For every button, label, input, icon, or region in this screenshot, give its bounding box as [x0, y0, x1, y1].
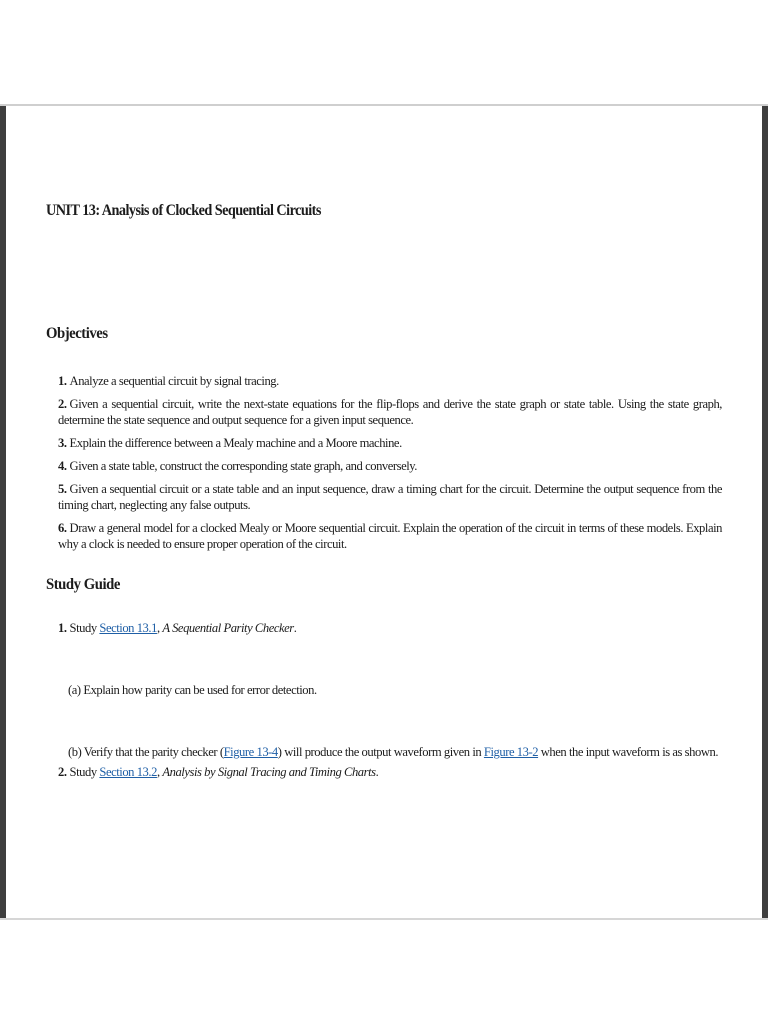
study-guide-item-1 — [58, 620, 722, 636]
objective-text: Given a sequential circuit or a state table and an input sequence, draw a timing chart for the circuit. Determine the output sequence from the timing chart, neglecting any false outputs. — [58, 482, 722, 512]
study-prefix: Study — [69, 765, 100, 779]
figure-13-2-link[interactable]: Figure 13-2 — [483, 745, 539, 759]
objective-item — [58, 373, 722, 389]
study-guide-heading: Study Guide — [46, 576, 120, 593]
period: . — [375, 765, 379, 779]
objective-number: 2. — [58, 397, 67, 411]
objective-item — [58, 396, 722, 428]
objective-number: 1. — [58, 374, 67, 388]
section-title: A Sequential Parity Checker — [162, 621, 294, 635]
objective-text: Draw a general model for a clocked Mealy or Moore sequential circuit. Explain the operation of the circuit in terms of these models. Explain why a clock is needed to ensure proper operation of the circuit. — [58, 521, 722, 551]
sub-b-middle: ) will produce the output waveform given in — [277, 745, 484, 759]
objective-item — [58, 481, 722, 513]
separator: , — [156, 621, 163, 635]
objectives-heading: Objectives — [46, 325, 108, 342]
section-title: Analysis by Signal Tracing and Timing Charts — [162, 765, 376, 779]
objective-number: 5. — [58, 482, 67, 496]
period: . — [293, 621, 297, 635]
objective-number: 6. — [58, 521, 67, 535]
objective-text: Given a state table, construct the corresponding state graph, and conversely. — [69, 459, 418, 473]
objective-number: 4. — [58, 459, 67, 473]
study-guide-sub-b — [68, 744, 722, 760]
document-viewer — [0, 104, 768, 920]
sub-b-end: when the input waveform is as shown. — [538, 745, 719, 759]
objective-text: Analyze a sequential circuit by signal tracing. — [69, 374, 279, 388]
figure-13-4-link[interactable]: Figure 13-4 — [223, 745, 278, 759]
objective-item — [58, 458, 722, 474]
objective-text: Explain the difference between a Mealy machine and a Moore machine. — [69, 436, 402, 450]
study-prefix: Study — [69, 621, 100, 635]
section-13-2-link[interactable]: Section 13.2 — [99, 765, 157, 779]
study-guide-item-2 — [58, 764, 722, 780]
separator: , — [156, 765, 163, 779]
objective-item — [58, 520, 722, 552]
sub-b-prefix: (b) Verify that the parity checker ( — [68, 745, 224, 759]
document-page — [46, 202, 726, 780]
objective-number: 3. — [58, 436, 67, 450]
objective-item — [58, 435, 722, 451]
objective-text: Given a sequential circuit, write the next-state equations for the flip-flops and derive the state graph or state table. Using the state graph, determine the state sequence and output sequence for a given input sequence. — [58, 397, 722, 427]
study-guide-sub-a: (a) Explain how parity can be used for error detection. — [68, 683, 317, 697]
objectives-list — [58, 373, 722, 552]
section-13-1-link[interactable]: Section 13.1 — [99, 621, 157, 635]
study-guide-number: 2. — [58, 765, 67, 779]
study-guide-number: 1. — [58, 621, 67, 635]
unit-title: UNIT 13: Analysis of Clocked Sequential Circuits — [46, 202, 321, 219]
viewer-right-border — [762, 106, 768, 918]
viewer-left-border — [0, 106, 6, 918]
study-guide-list — [58, 620, 722, 780]
